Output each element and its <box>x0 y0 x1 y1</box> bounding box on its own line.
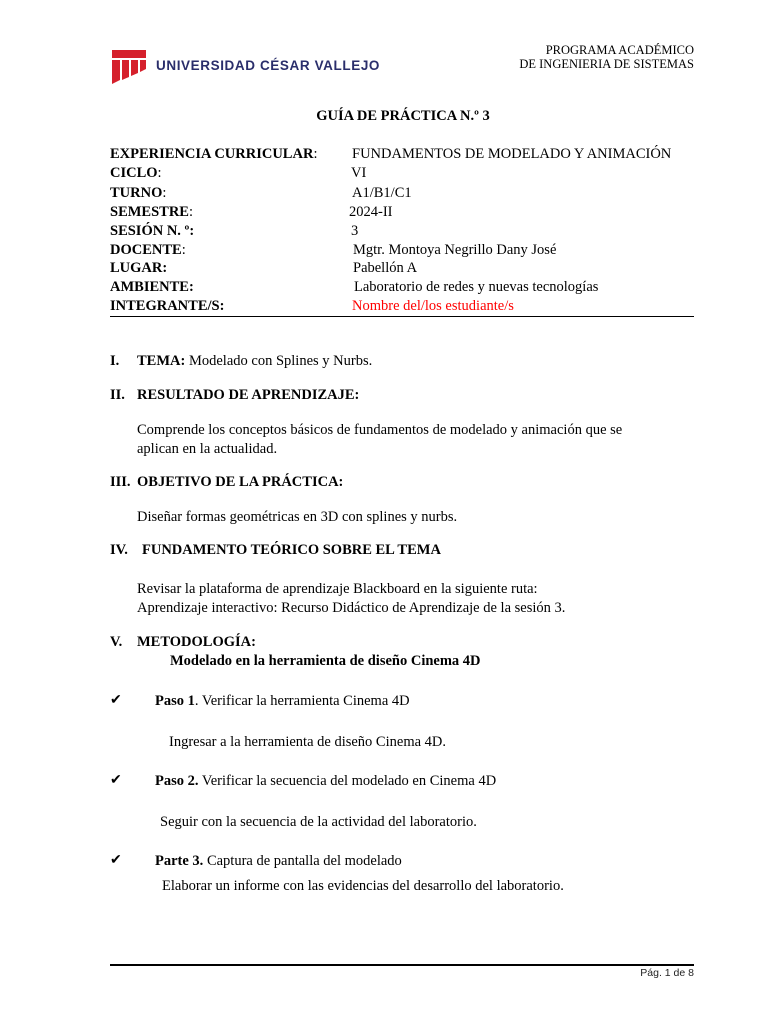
section-4-title: FUNDAMENTO TEÓRICO SOBRE EL TEMA <box>142 542 441 558</box>
label-semestre: SEMESTRE: <box>110 204 194 220</box>
info-divider <box>110 316 694 317</box>
step-1-detail: Ingresar a la herramienta de diseño Cinema 4D. <box>169 734 447 750</box>
guide-title: GUÍA DE PRÁCTICA N.º 3 <box>316 108 490 124</box>
checkmark-icon: ✔ <box>110 693 122 708</box>
value-turno: A1/B1/C1 <box>352 185 412 201</box>
value-integrantes: Nombre del/los estudiante/s <box>352 298 514 314</box>
checkmark-icon: ✔ <box>110 853 122 868</box>
value-ciclo: VI <box>351 165 367 181</box>
step-3-detail: Elaborar un informe con las evidencias del desarrollo del laboratorio. <box>162 878 564 894</box>
value-semestre: 2024-II <box>349 204 393 220</box>
section-2-title: RESULTADO DE APRENDIZAJE: <box>137 387 360 403</box>
section-2-text: Comprende los conceptos básicos de fundamentos de modelado y animación que se aplican en la actualidad. <box>137 422 623 457</box>
label-lugar: LUGAR: <box>110 260 168 276</box>
section-3-title: OBJETIVO DE LA PRÁCTICA: <box>137 474 344 490</box>
section-5-number: V. <box>110 634 123 650</box>
footer-divider <box>110 964 694 966</box>
page-number: Pág. 1 de 8 <box>640 967 694 979</box>
label-docente: DOCENTE: <box>110 242 186 258</box>
logo-text: UNIVERSIDAD CÉSAR VALLEJO <box>156 58 381 73</box>
label-ciclo: CICLO: <box>110 165 162 181</box>
section-4-number: IV. <box>110 542 128 558</box>
section-5-title: METODOLOGÍA: <box>137 634 256 650</box>
label-sesion: SESIÓN N. º: <box>110 223 195 239</box>
step-1: Paso 1. Verificar la herramienta Cinema 4D <box>155 693 410 709</box>
section-4-text: Revisar la plataforma de aprendizaje Blackboard en la siguiente ruta: Aprendizaje interactivo: Recurso Didáctico de Aprendizaje de la sesión 3. <box>137 581 566 616</box>
section-1: TEMA: Modelado con Splines y Nurbs. <box>137 353 373 369</box>
step-2-detail: Seguir con la secuencia de la actividad del laboratorio. <box>160 814 477 830</box>
program-line-1: PROGRAMA ACADÉMICO <box>545 43 694 57</box>
step-2: Paso 2. Verificar la secuencia del modelado en Cinema 4D <box>155 773 497 789</box>
section-5-subtitle: Modelado en la herramienta de diseño Cinema 4D <box>170 653 481 669</box>
step-3: Parte 3. Captura de pantalla del modelado <box>155 853 402 869</box>
university-logo <box>110 46 381 86</box>
section-3-text: Diseñar formas geométricas en 3D con splines y nurbs. <box>137 509 458 525</box>
value-lugar: Pabellón A <box>353 260 418 276</box>
section-3-number: III. <box>110 474 131 490</box>
program-name <box>519 43 694 71</box>
value-docente: Mgtr. Montoya Negrillo Dany José <box>353 242 557 258</box>
section-1-number: I. <box>110 353 120 369</box>
label-integrantes: INTEGRANTE/S: <box>110 298 225 314</box>
value-sesion: 3 <box>351 223 359 239</box>
value-ambiente: Laboratorio de redes y nuevas tecnologías <box>354 279 599 295</box>
label-turno: TURNO: <box>110 185 167 201</box>
label-experiencia: EXPERIENCIA CURRICULAR: <box>110 146 318 162</box>
program-line-2: DE INGENIERIA DE SISTEMAS <box>519 57 694 71</box>
ucv-shield-icon <box>110 47 148 85</box>
section-2-number: II. <box>110 387 125 403</box>
label-ambiente: AMBIENTE: <box>110 279 194 295</box>
checkmark-icon: ✔ <box>110 773 122 788</box>
value-experiencia: FUNDAMENTOS DE MODELADO Y ANIMACIÓN <box>352 146 672 162</box>
